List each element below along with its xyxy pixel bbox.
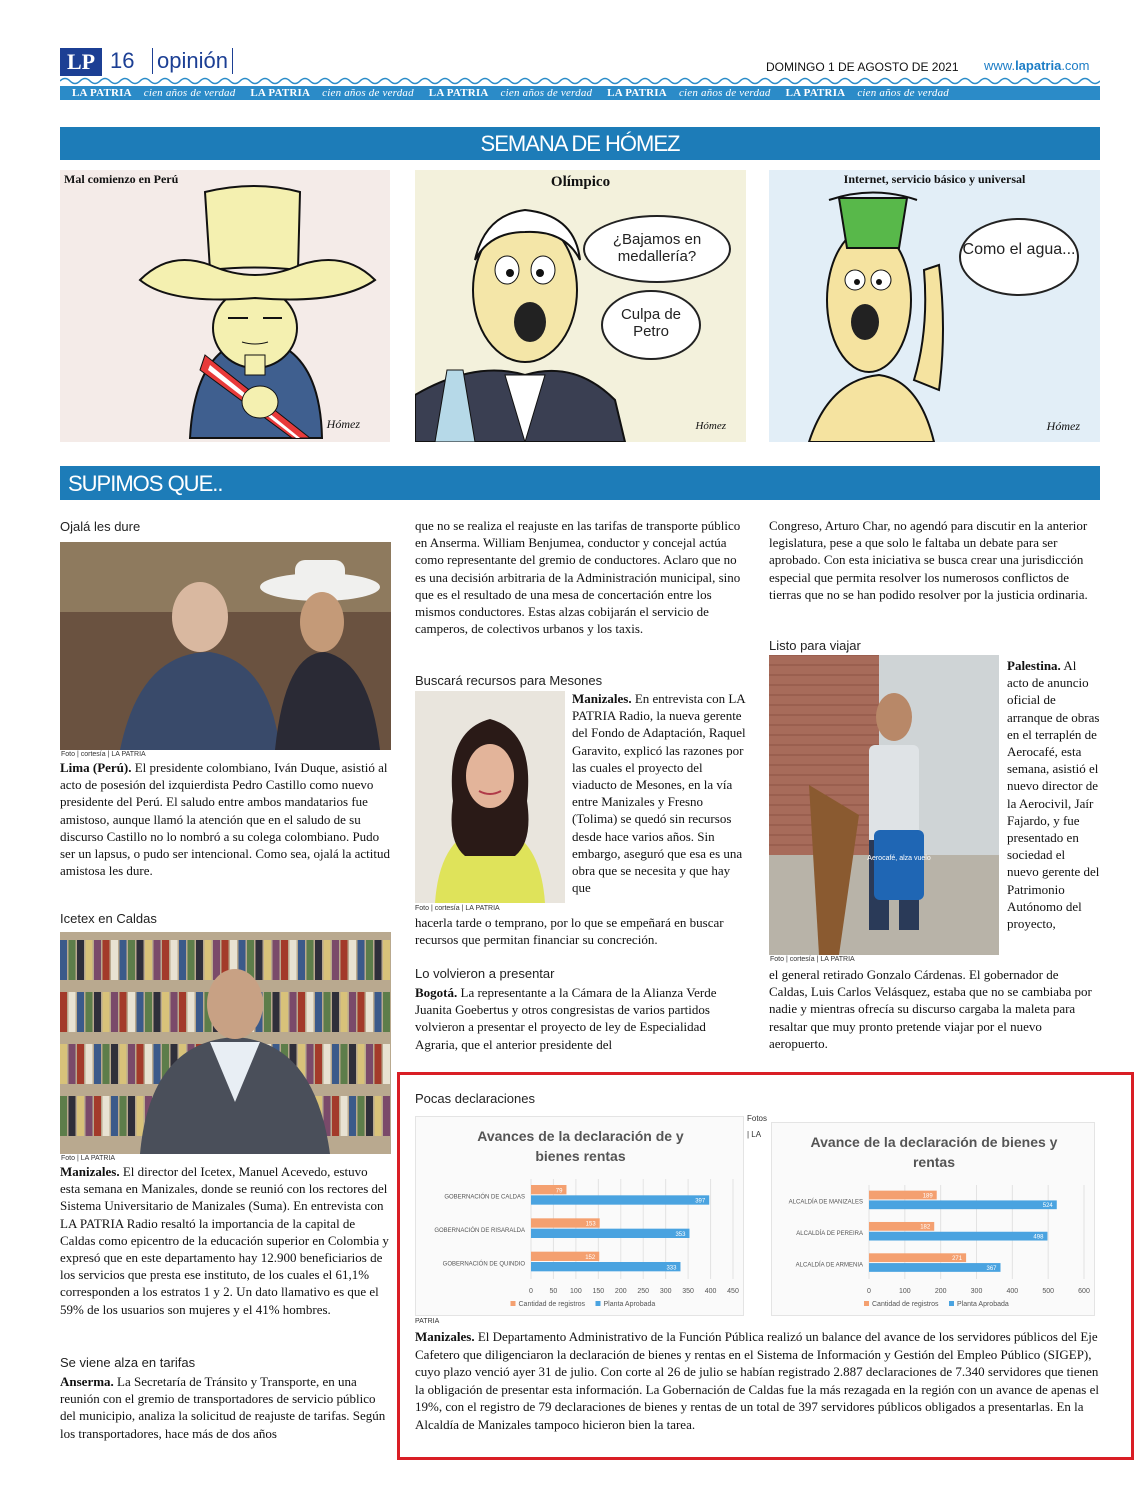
- news-body-tail: el general retirado Gonzalo Cárdenas. El gobernador de Caldas, Luis Carlos Velásquez, estaba que no se cambiaba por nadie y mientras ofrecía su discurso cargaba la maleta para resaltar que muy pronto pretende viajar por el nuevo aeropuerto.: [769, 967, 1092, 1051]
- book-spine: [375, 1096, 382, 1136]
- book-spine: [145, 992, 152, 1032]
- chart-tick-label: 450: [727, 1288, 739, 1295]
- book-spine: [332, 992, 339, 1032]
- book-spine: [162, 992, 169, 1032]
- cartoon-signature: Hómez: [1046, 419, 1080, 433]
- news-body: Lima (Perú). El presidente colombiano, Iván Duque, asistió al acto de posesión del izquierdista Pedro Castillo como nuevo presidente del Perú. El saludo entre ambos mandatarios fue amistoso, aunque llamó la atención que en el saludo de su discurso Castillo no lo nombró a su colega colombiano. Pudo ser un lapsus, o pudo ser intencional. Como sea, ojalá la actitud amistosa les dure.: [60, 760, 390, 879]
- book-spine: [298, 992, 305, 1032]
- book-spine: [264, 992, 271, 1032]
- chart-tick-label: 250: [637, 1288, 650, 1295]
- book-spine: [128, 1044, 135, 1084]
- chart-bar: [531, 1229, 689, 1238]
- chart-tick-label: 50: [549, 1288, 558, 1295]
- book-spine: [145, 940, 152, 980]
- book-spine: [332, 940, 339, 980]
- chart-category-label: ALCALDÍA DE MANIZALES: [788, 1199, 863, 1206]
- book-spine: [154, 940, 161, 980]
- chart-legend-label: Cantidad de registros: [872, 1301, 939, 1308]
- book-spine: [69, 940, 76, 980]
- speech-bubble: Como el agua...: [959, 218, 1079, 296]
- chart-bar: [531, 1195, 709, 1204]
- book-spine: [179, 992, 186, 1032]
- book-spine: [145, 1044, 152, 1084]
- chart-tick-label: 0: [529, 1288, 533, 1295]
- book-spine: [86, 992, 93, 1032]
- book-spine: [103, 992, 110, 1032]
- chart-category-label: ALCALDÍA DE PEREIRA: [796, 1231, 863, 1237]
- book-spine: [358, 1096, 365, 1136]
- book-spine: [60, 1096, 67, 1136]
- cartoon-title: Internet, servicio básico y universal: [843, 172, 1026, 186]
- book-spine: [188, 992, 195, 1032]
- chart-legend-label: Planta Aprobada: [957, 1301, 1009, 1308]
- book-spine: [264, 940, 271, 980]
- cartoon-title: Mal comienzo en Perú: [64, 172, 179, 186]
- photo-credit: Foto | cortesía | LA PATRIA: [415, 905, 500, 912]
- cartoon-illustration: [60, 170, 390, 442]
- book-spine: [341, 1044, 348, 1084]
- book-spine: [103, 1096, 110, 1136]
- book-spine: [196, 992, 203, 1032]
- book-spine: [60, 992, 67, 1032]
- book-spine: [60, 1044, 67, 1084]
- book-spine: [358, 940, 365, 980]
- book-spine: [137, 940, 144, 980]
- book-spine: [196, 940, 203, 980]
- newspaper-logo: LP: [60, 48, 102, 76]
- book-spine: [341, 992, 348, 1032]
- book-spine: [383, 1044, 390, 1084]
- chart-tick-label: 150: [592, 1288, 605, 1295]
- chart-bar: [869, 1200, 1057, 1209]
- chart-title: Avances de la declaración de y: [477, 1128, 684, 1144]
- chart-tick-label: 300: [970, 1288, 983, 1295]
- brand-strip: LA PATRIA cien años de verdad LA PATRIA cien años de verdad LA PATRIA cien años de verdad LA PATRIA cien años de verdad LA PATRIA cien años de verdad: [60, 86, 1100, 100]
- book-spine: [281, 992, 288, 1032]
- cartoon-signature: Hómez: [326, 417, 360, 431]
- book-spine: [324, 992, 331, 1032]
- chart-category-label: GOBERNACIÓN DE CALDAS: [444, 1194, 525, 1201]
- chart-legend-label: Cantidad de registros: [518, 1301, 586, 1308]
- book-spine: [290, 940, 297, 980]
- book-spine: [315, 940, 322, 980]
- chart-tick-label: 400: [1006, 1288, 1019, 1295]
- cartoon-illustration: [415, 170, 746, 442]
- book-spine: [128, 1096, 135, 1136]
- chart-data-label: 498: [1033, 1234, 1044, 1241]
- chart-data-label: 79: [555, 1188, 563, 1195]
- chart-tick-label: 400: [704, 1288, 717, 1295]
- book-spine: [162, 940, 169, 980]
- book-spine: [307, 1044, 314, 1084]
- book-spine: [171, 940, 178, 980]
- book-spine: [179, 940, 186, 980]
- book-spine: [341, 1096, 348, 1136]
- book-spine: [120, 1044, 127, 1084]
- chart-title: bienes rentas: [535, 1148, 626, 1164]
- book-spine: [120, 940, 127, 980]
- book-spine: [281, 940, 288, 980]
- news-body: Manizales. En entrevista con LA PATRIA Radio, la nueva gerente del Fondo de Adaptación, Raquel Garavito, explicó las razones por las cuales el proyecto del viaducto de Mesones, en la vía entre Manizales y Fresno (Tolima) se quedó sin recursos desde hace varios años. Sin embargo, aseguró que esa es una obra que se necesita y que hay que: [572, 691, 746, 896]
- chart-tick-label: 600: [1078, 1288, 1090, 1295]
- website-link[interactable]: www.lapatria.com: [984, 58, 1090, 73]
- news-body: Bogotá. La representante a la Cámara de la Alianza Verde Juanita Goebertus y otros congresistas de varios partidos volvieron a presentar el proyecto de ley de Especialidad Agraria, que el anterior presidente del: [415, 985, 717, 1052]
- book-spine: [69, 992, 76, 1032]
- chart-category-label: GOBERNACIÓN DE RISARALDA: [434, 1228, 525, 1234]
- book-spine: [366, 992, 373, 1032]
- book-spine: [94, 940, 101, 980]
- book-spine: [69, 1096, 76, 1136]
- news-headline: Lo volvieron a presentar: [415, 966, 555, 981]
- chart-legend-swatch: [511, 1301, 516, 1306]
- book-spine: [332, 1044, 339, 1084]
- chart-alcaldias: [771, 1122, 1095, 1316]
- news-body: Palestina. Al acto de anuncio oficial de arranque de obras en el terraplén de Aerocafé, esta semana, asistió el nuevo director de la Aerocivil, Jaír Fajardo, y fue presentado en sociedad el nuevo gerente del Patrimonio Autónomo del proyecto,: [1007, 658, 1100, 932]
- chart-data-label: 397: [695, 1198, 706, 1205]
- book-spine: [86, 940, 93, 980]
- chart-tick-label: 100: [570, 1288, 582, 1295]
- chart-data-label: 153: [585, 1221, 596, 1228]
- suitcase-label: Aerocafé, alza vuelo: [867, 855, 931, 862]
- book-spine: [77, 992, 84, 1032]
- book-spine: [256, 940, 263, 980]
- book-spine: [77, 940, 84, 980]
- book-spine: [315, 1044, 322, 1084]
- chart-tick-label: 0: [867, 1288, 871, 1295]
- book-spine: [349, 1044, 356, 1084]
- book-spine: [128, 992, 135, 1032]
- book-spine: [103, 940, 110, 980]
- book-spine: [120, 1096, 127, 1136]
- book-spine: [332, 1096, 339, 1136]
- book-spine: [366, 940, 373, 980]
- cartoon-panel-2: [415, 170, 746, 442]
- chart-legend-swatch: [864, 1301, 869, 1306]
- chart-category-label: ALCALDÍA DE ARMENIA: [795, 1262, 863, 1269]
- book-spine: [358, 1044, 365, 1084]
- news-headline: Se viene alza en tarifas: [60, 1355, 196, 1370]
- chart-data-label: 182: [920, 1224, 931, 1231]
- photo-credit: Foto | cortesía | LA PATRIA: [770, 956, 855, 963]
- book-spine: [213, 940, 220, 980]
- news-body: Manizales. El director del Icetex, Manuel Acevedo, estuvo esta semana en Manizales, donde se reunió con los rectores del Sistema Universitario de Manizales (Suma). En entrevista con LA PATRIA Radio resaltó la importancia de la capital de Caldas como epicentro de la educación superior en Colombia y expresó que en este departamento hay 12.900 beneficiarios de los servicios que presta ese instituto, de los cuales el 61,1% corresponden a los estratos 1 y 2. Un dato llamativo es que el 59% de los usuarios son mujeres y el 41% hombres.: [60, 1164, 389, 1317]
- book-spine: [137, 1044, 144, 1084]
- book-spine: [375, 992, 382, 1032]
- photo-credit: Fotos: [747, 1114, 768, 1123]
- book-spine: [349, 940, 356, 980]
- book-spine: [358, 992, 365, 1032]
- news-headline: Buscará recursos para Mesones: [415, 673, 603, 688]
- book-spine: [349, 992, 356, 1032]
- chart-tick-label: 300: [659, 1288, 672, 1295]
- chart-data-label: 333: [666, 1265, 677, 1272]
- chart-svg: [416, 1117, 745, 1317]
- news-body: Anserma. La Secretaría de Tránsito y Transporte, en una reunión con el gremio de transportadores de servicio público del municipio, analiza la solicitud de reajuste de tarifas. Según los transportadores, hace más de dos años: [60, 1374, 386, 1441]
- photo-icetex-director: [60, 932, 391, 1154]
- book-spine: [154, 1044, 161, 1084]
- photo-jair-fajardo: [769, 655, 999, 955]
- chart-title: rentas: [912, 1154, 956, 1170]
- book-spine: [111, 1096, 118, 1136]
- chart-data-label: 189: [922, 1193, 933, 1200]
- book-spine: [307, 992, 314, 1032]
- book-spine: [137, 1096, 144, 1136]
- photo-credit: Foto | LA PATRIA: [61, 1155, 116, 1162]
- photo-credit: PATRIA: [415, 1318, 440, 1325]
- chart-svg: [772, 1123, 1096, 1317]
- book-spine: [103, 1044, 110, 1084]
- chart-bar: [531, 1262, 680, 1271]
- cartoon-section-title: SEMANA DE HÓMEZ: [60, 127, 1100, 160]
- book-spine: [154, 992, 161, 1032]
- chart-category-label: GOBERNACIÓN DE QUINDIO: [442, 1261, 525, 1268]
- book-spine: [315, 992, 322, 1032]
- book-spine: [86, 1044, 93, 1084]
- book-spine: [111, 992, 118, 1032]
- book-spine: [86, 1096, 93, 1136]
- news-headline: Pocas declaraciones: [415, 1091, 535, 1106]
- wave-divider: [60, 76, 1100, 86]
- cartoon-illustration: [769, 170, 1100, 442]
- chart-legend-swatch: [949, 1301, 954, 1306]
- book-spine: [60, 940, 67, 980]
- book-spine: [128, 940, 135, 980]
- book-spine: [366, 1044, 373, 1084]
- book-spine: [324, 940, 331, 980]
- book-spine: [290, 992, 297, 1032]
- chart-data-label: 271: [952, 1256, 963, 1263]
- book-spine: [205, 940, 212, 980]
- chart-data-label: 152: [585, 1255, 596, 1261]
- book-spine: [94, 1044, 101, 1084]
- book-spine: [77, 1044, 84, 1084]
- chart-tick-label: 500: [1042, 1288, 1055, 1295]
- book-spine: [111, 940, 118, 980]
- speech-bubble: Culpa de Petro: [601, 290, 701, 360]
- page-number: 16: [110, 48, 135, 73]
- book-spine: [77, 1096, 84, 1136]
- news-body-continuation: que no se realiza el reajuste en las tarifas de transporte público en Anserma. William Benjumea, conductor y concejal actúa como representante del gremio de conductores. Aclaro que no es una decisión arbitraria de la Administración municipal, sino que es el resultado de una mesa de concertación entre los mismos conductores. Estas alzas cobijarán el servicio de camperos, de colectivos urbanos y los taxis.: [415, 518, 741, 637]
- photo-duque-castillo: [60, 542, 391, 750]
- book-spine: [375, 1044, 382, 1084]
- news-headline: Listo para viajar: [769, 638, 861, 653]
- chart-title: Avance de la declaración de bienes y: [810, 1134, 1058, 1150]
- news-section-title: SUPIMOS QUE..: [60, 466, 1100, 500]
- photo-credit: Foto | cortesía | LA PATRIA: [61, 751, 146, 758]
- news-headline: Icetex en Caldas: [60, 911, 157, 926]
- chart-tick-label: 200: [614, 1288, 627, 1295]
- news-body-tail: hacerla tarde o temprano, por lo que se empeñará en buscar recursos que permitan financiar su concreción.: [415, 915, 724, 948]
- chart-tick-label: 350: [682, 1288, 694, 1295]
- book-spine: [111, 1044, 118, 1084]
- book-spine: [383, 992, 390, 1032]
- book-spine: [324, 1044, 331, 1084]
- book-spine: [383, 940, 390, 980]
- chart-bar: [869, 1263, 1001, 1272]
- book-spine: [69, 1044, 76, 1084]
- cartoon-panel-1: [60, 170, 390, 442]
- book-spine: [349, 1096, 356, 1136]
- book-spine: [273, 992, 280, 1032]
- issue-date: DOMINGO 1 DE AGOSTO DE 2021: [766, 60, 959, 74]
- book-spine: [375, 940, 382, 980]
- book-spine: [94, 1096, 101, 1136]
- news-body: Manizales. El Departamento Administrativo de la Función Pública realizó un balance del avance de los servidores públicos del Eje Cafetero que diligenciaron la declaración de bienes y rentas en el Sistema de Información y Gestión del Empleo Público (SIGEP), cuyo plazo venció ayer 31 de julio. Con corte al 26 de julio se habían registrado 2.887 declaraciones de 7.340 servidores que tienen la obligación de presentar esta información. La Gobernación de Caldas fue la más rezagada en la región con un avance de apenas el 19%, con el registro de 79 declaraciones de bienes y rentas de un total de 397 servidores públicos obligados a presentarlas. En la Alcaldía de Manizales tampoco hicieron bien la tarea.: [415, 1329, 1099, 1432]
- chart-data-label: 367: [986, 1265, 997, 1272]
- chart-data-label: 353: [675, 1232, 686, 1238]
- book-spine: [188, 940, 195, 980]
- section-name: opinión: [152, 48, 233, 74]
- book-spine: [366, 1096, 373, 1136]
- speech-bubble: ¿Bajamos en medallería?: [583, 215, 731, 283]
- book-spine: [94, 992, 101, 1032]
- chart-data-label: 524: [1042, 1203, 1053, 1210]
- book-spine: [171, 992, 178, 1032]
- cartoon-panel-3: [769, 170, 1100, 442]
- cartoon-title: Olímpico: [550, 174, 611, 190]
- book-spine: [137, 992, 144, 1032]
- photo-credit: | LA: [747, 1130, 762, 1139]
- book-spine: [307, 940, 314, 980]
- book-spine: [298, 940, 305, 980]
- chart-bar: [869, 1232, 1047, 1241]
- news-headline: Ojalá les dure: [60, 519, 141, 534]
- photo-raquel-garavito: [415, 691, 565, 903]
- cartoon-signature: Hómez: [695, 420, 726, 432]
- chart-legend-label: Planta Aprobada: [603, 1301, 656, 1308]
- chart-legend-swatch: [596, 1301, 601, 1306]
- book-spine: [341, 940, 348, 980]
- book-spine: [273, 940, 280, 980]
- book-spine: [383, 1096, 390, 1136]
- news-body-continuation: Congreso, Arturo Char, no agendó para discutir en la anterior legislatura, pese a que solo le faltaba un debate para ser aprobado. Con esta iniciativa se busca crear una jurisdicción especial que permita resolver los numerosos conflictos de tierras que no se han podido resolver por la justicia ordinaria.: [769, 518, 1088, 602]
- chart-tick-label: 100: [898, 1288, 911, 1295]
- chart-tick-label: 200: [934, 1288, 947, 1295]
- chart-gobernaciones: [415, 1116, 744, 1316]
- book-spine: [120, 992, 127, 1032]
